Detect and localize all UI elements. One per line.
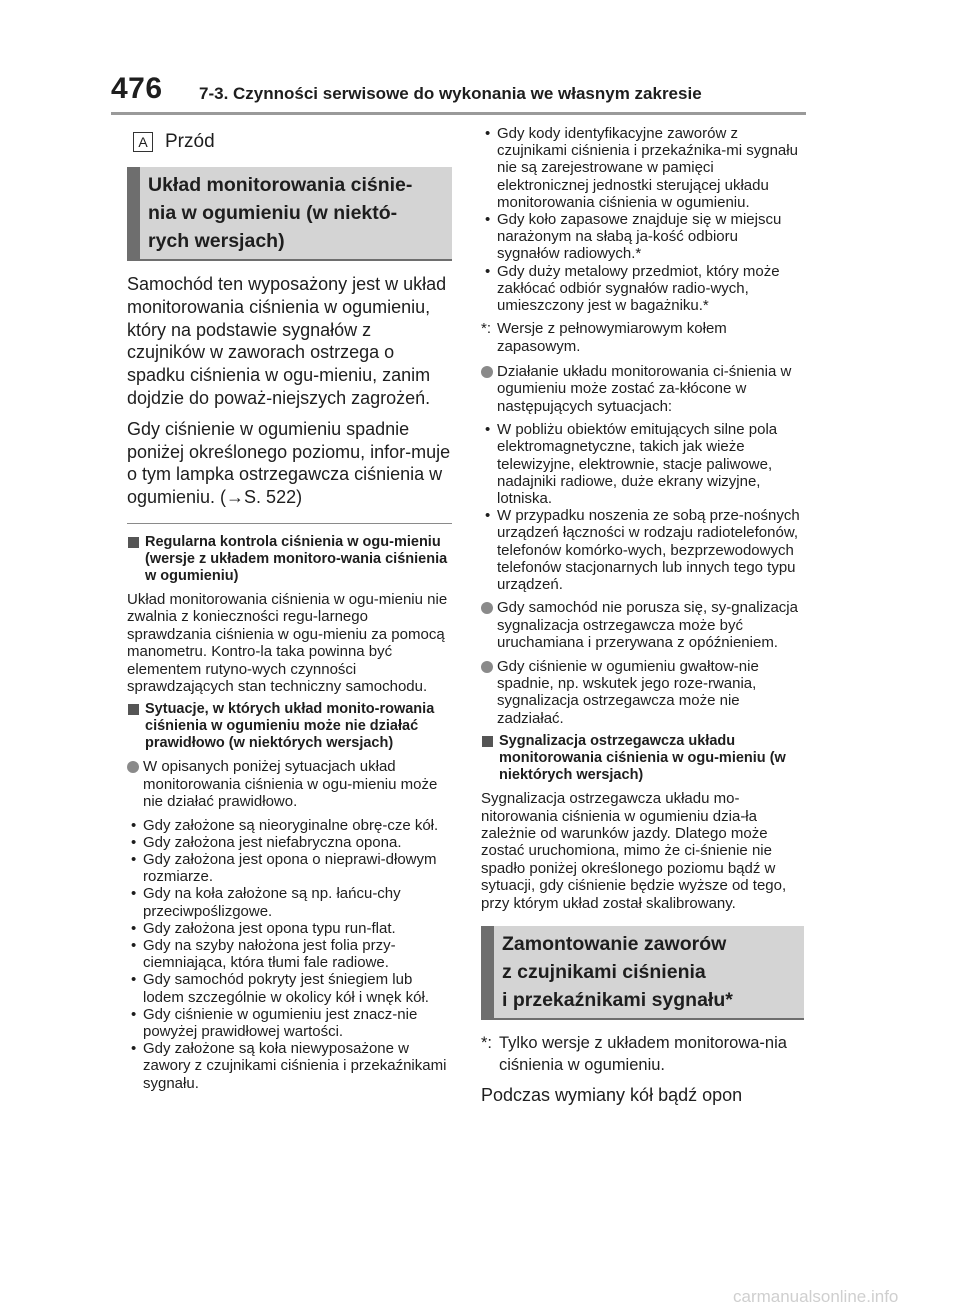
heading-line: i przekaźnikami sygnału*: [502, 988, 733, 1011]
interference-list: [481, 421, 804, 593]
heading-line: nia w ogumieniu (w niektó-: [148, 202, 398, 224]
list-item: • Gdy założone są nieoryginalne obrę-cze kół.: [127, 817, 452, 834]
list-item: • Gdy ciśnienie w ogumieniu jest znacz-nie powyżej prawidłowej wartości.: [127, 1006, 452, 1040]
list-item: • Gdy samochód pokryty jest śniegiem lub lodem szczególnie w okolicy kół i wnęk kół.: [127, 971, 452, 1005]
wheel-change-paragraph: Podczas wymiany kół bądź opon: [481, 1084, 743, 1105]
list-item: • Gdy duży metalowy przedmiot, który może zakłócać odbiór sygnałów radio-wych, umieszczony jest w bagażniku.*: [481, 263, 804, 315]
subheading-warning-signal: Sygnalizacja ostrzegawcza układu monitorowania ciśnienia w ogu-mieniu (w niektórych wersjach): [481, 733, 804, 784]
callout-letter-a: A: [133, 132, 153, 152]
footnote-mark: *:: [481, 320, 492, 338]
malfunction-list-continued: [481, 125, 804, 314]
rapid-drop-note: Gdy ciśnienie w ogumieniu gwałtow-nie spadnie, np. wskutek jego roze-rwania, sygnalizacja ostrzegawcza może nie zadziałać.: [481, 658, 804, 728]
footnote-spare-wheel: [481, 320, 804, 355]
list-item: • Gdy założona jest opona o nieprawi-dłowym rozmiarze.: [127, 851, 452, 885]
delay-note: Gdy samochód nie porusza się, sy-gnalizacja sygnalizacja ostrzegawcza może być uruchamiana i przerywana z opóźnieniem.: [481, 599, 804, 651]
list-item: • W przypadku noszenia ze sobą prze-nośnych urządzeń łączności w rodzaju radiotelefonów, telefonów komórko-wych, bezprzewodowych telefonów stacjonarnych lub innych tego typu urządzeń.: [481, 507, 804, 593]
footnote-mark: *:: [481, 1033, 493, 1052]
right-column: [481, 125, 804, 1115]
list-item: • Gdy założone są koła niewyposażone w zawory z czujnikami ciśnienia i przekaźnikami sygnału.: [127, 1040, 452, 1092]
footnote-tpms-only: [481, 1032, 804, 1076]
heading-line: z czujnikami ciśnienia: [502, 960, 706, 983]
warning-signal-text: Sygnalizacja ostrzegawcza układu mo-nitorowania ciśnienia w ogumieniu dzia-ła zależnie od warunków jazdy. Dlatego może zostać uruchomiona, mimo że ci-śnienie nie spadło poniżej określonego poziomu bądź w sytuacji, gdy ciśnienie będzie wyższe od tego, przy którym układ został skalibrowany.: [481, 790, 787, 912]
subheading-regular-check: Regularna kontrola ciśnienia w ogu-mieniu (wersje z układem monitoro-wania ciśnienia w ogumieniu): [127, 534, 452, 585]
figure-label-row: [127, 127, 452, 157]
heading-line: Układ monitorowania ciśnie-: [148, 174, 413, 196]
list-item: • Gdy na koła założone są np. łańcu-chy przeciwpoślizgowe.: [127, 885, 452, 919]
list-item: • Gdy kody identyfikacyjne zaworów z czujnikami ciśnienia i przekaźnika-mi sygnału nie są zarejestrowane w pamięci elektronicznej jednostki sterującej układu monitorowania ciśnienia w ogumieniu.: [481, 125, 804, 211]
interference-intro: Działanie układu monitorowania ci-śnienia w ogumieniu może zostać za-kłócone w następujących sytuacjach:: [481, 363, 804, 415]
left-column: [127, 127, 452, 1098]
footnote-text: Tylko wersje z układem monitorowa-nia ciśnienia w ogumieniu.: [499, 1033, 787, 1074]
footnote-text: Wersje z pełnowymiarowym kołem zapasowym.: [497, 320, 727, 355]
list-item: • Gdy założona jest niefabryczna opona.: [127, 834, 452, 851]
warning-paragraph: Gdy ciśnienie w ogumieniu spadnie poniżej określonego poziomu, infor-muje o tym lampka ostrzegawcza ciśnienia w ogumieniu. (→S. 522): [127, 418, 451, 508]
list-item: • W pobliżu obiektów emitujących silne pola elektromagnetyczne, takich jak wieże telewizyjne, elektrownie, stacje paliwowe, nadajniki radiowe, duże ekrany wizyjne, lotniska.: [481, 421, 804, 507]
section-divider: [127, 523, 452, 524]
malfunction-intro: W opisanych poniżej sytuacjach układ monitorowania ciśnienia w ogu-mieniu może nie działać prawidłowo.: [127, 758, 452, 810]
header-divider: [111, 112, 806, 115]
heading-tpms: [127, 167, 452, 261]
list-item: • Gdy koło zapasowe znajduje się w miejscu narażonym na słabą ja-kość odbioru sygnałów radiowych.*: [481, 211, 804, 263]
watermark: carmanualsonline.info: [733, 1287, 899, 1306]
list-item: • Gdy na szyby nałożona jest folia przy-ciemniająca, która tłumi fale radiowe.: [127, 937, 452, 971]
heading-valve-installation: [481, 926, 804, 1020]
malfunction-list: [127, 817, 452, 1092]
front-caption: Przód: [165, 131, 215, 152]
intro-paragraph: Samochód ten wyposażony jest w układ monitorowania ciśnienia w ogumieniu, który na podstawie sygnałów z czujników w zaworach ostrzega o spadku ciśnienia w ogu-mieniu, zanim dojdzie do poważ-niejszych zagrożeń.: [127, 274, 447, 408]
subheading-malfunction: Sytuacje, w których układ monito-rowania ciśnienia w ogumieniu może nie działać prawidłowo (w niektórych wersjach): [127, 701, 452, 752]
heading-line: rych wersjach): [148, 230, 285, 252]
regular-check-text: Układ monitorowania ciśnienia w ogu-mieniu nie zwalnia z konieczności regu-larnego sprawdzania ciśnienia w ogu-mieniu za pomocą manometru. Kontro-la taka powinna być elementem rutyno-wych czynności sprawdzających stan techniczny samochodu.: [127, 590, 448, 695]
section-title: 7-3. Czynności serwisowe do wykonania we własnym zakresie: [199, 84, 702, 103]
page-number: 476: [111, 72, 163, 105]
list-item: • Gdy założona jest opona typu run-flat.: [127, 920, 452, 937]
heading-line: Zamontowanie zaworów: [502, 932, 727, 955]
